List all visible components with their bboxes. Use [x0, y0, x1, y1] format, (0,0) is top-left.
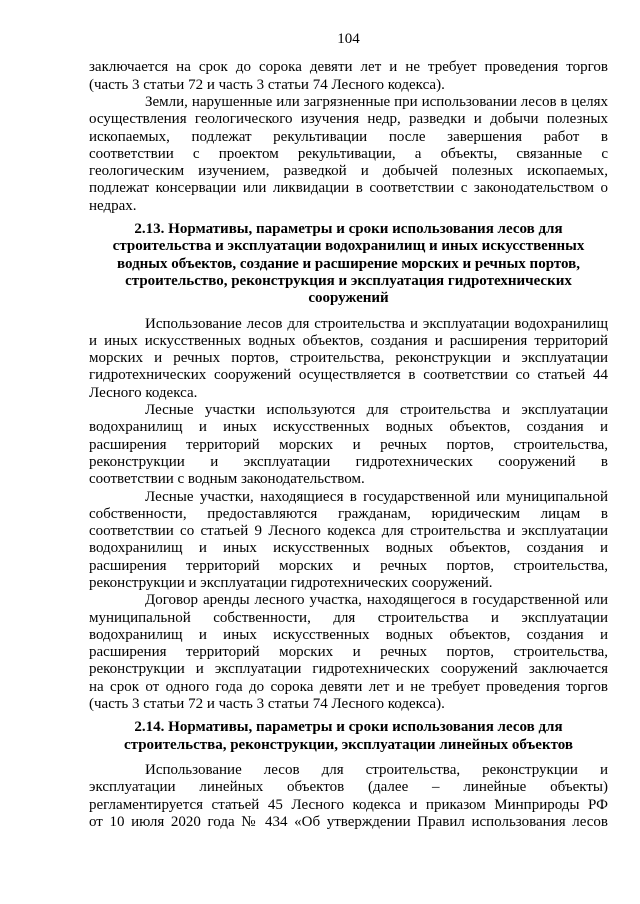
- paragraph-lease-agreement: [89, 592, 608, 713]
- text-line: водохранилищ и иных искусственных водных объектов, создания и: [89, 419, 608, 436]
- text-line: соответствии с водным законодательством.: [89, 471, 365, 488]
- text-line: соответствии со статьей 9 Лесного кодекса для строительства и эксплуатации: [89, 523, 608, 540]
- paragraph-water-legislation: [89, 402, 608, 488]
- text-line: регламентируется статьей 45 Лесного кодекса и приказом Минприроды РФ: [89, 796, 608, 813]
- paragraph-lease-term-continuation: [89, 59, 608, 94]
- text-line: муниципальной собственности, для строительства и эксплуатации: [89, 609, 608, 626]
- text-line: и иных искусственных водных объектов, создания и расширения территорий: [89, 332, 608, 349]
- text-line: от 10 июля 2020 года № 434 «Об утверждении Правил использования лесов: [89, 813, 608, 830]
- text-line: 2.14. Нормативы, параметры и сроки использования лесов для: [134, 719, 563, 736]
- text-line: (часть 3 статьи 72 и часть 3 статьи 74 Лесного кодекса).: [89, 76, 445, 93]
- text-line: Лесного кодекса.: [89, 384, 198, 401]
- text-line: геологическим изучением, разведкой и добычей полезных ископаемых,: [89, 163, 608, 180]
- text-line: расширения территорий морских и речных портов, строительства,: [89, 644, 608, 661]
- text-line: сооружений: [308, 290, 389, 307]
- text-line: реконструкции и эксплуатации гидротехнических сооружений.: [89, 575, 493, 591]
- text-line: Договор аренды лесного участка, находящегося в государственной или: [145, 592, 608, 609]
- text-line: водных объектов, создание и расширение морских и речных портов,: [117, 255, 580, 272]
- text-line: расширения территорий морских и речных портов, строительства,: [89, 436, 608, 453]
- paragraph-linear-objects: [89, 762, 608, 831]
- text-line: строительства, реконструкции, эксплуатации линейных объектов: [124, 736, 573, 753]
- text-line: соответствии с проектом рекультивации, а объекты, связанные с: [89, 145, 608, 162]
- text-line: реконструкции и эксплуатации гидротехнических сооружений заключается: [89, 661, 608, 678]
- text-line: подлежат консервации или ликвидации в соответствии с законодательством о: [89, 180, 608, 197]
- text-line: строительства и эксплуатации водохранилищ и иных искусственных: [112, 238, 585, 255]
- document-body: [89, 59, 608, 831]
- text-line: водохранилищ и иных искусственных водных объектов, создания и: [89, 540, 608, 557]
- paragraph-land-reclamation: [89, 94, 608, 215]
- text-line: расширения территорий морских и речных портов, строительства,: [89, 557, 608, 574]
- text-line: Использование лесов для строительства, реконструкции и: [145, 761, 608, 778]
- text-line: Земли, нарушенные или загрязненные при использовании лесов в целях: [145, 93, 608, 110]
- section-heading-2-13: [89, 221, 608, 307]
- text-line: Использование лесов для строительства и эксплуатации водохранилищ: [145, 315, 608, 332]
- text-line: осуществления геологического изучения недр, разведки и добычи полезных: [89, 111, 608, 128]
- text-line: собственности, предоставляются гражданам, юридическим лицам в: [89, 505, 608, 522]
- text-line: морских и речных портов, строительства, реконструкции и эксплуатации: [89, 350, 608, 367]
- text-line: недрах.: [89, 197, 137, 214]
- text-line: реконструкции и эксплуатации гидротехнических сооружений в: [89, 453, 608, 470]
- text-line: эксплуатации линейных объектов (далее – линейные объекты): [89, 779, 608, 796]
- text-line: 2.13. Нормативы, параметры и сроки использования лесов для: [134, 221, 563, 238]
- text-line: строительство, реконструкция и эксплуатация гидротехнических: [125, 272, 572, 289]
- page-number: 104: [337, 31, 360, 47]
- paragraph-plots-provision: [89, 489, 608, 593]
- text-line: ископаемых, подлежат рекультивации после завершения работ в: [89, 128, 608, 145]
- text-line: водохранилищ и иных искусственных водных объектов, создания и: [89, 626, 608, 643]
- text-line: на срок от одного года до сорока девяти лет и не требует проведения торгов: [89, 678, 608, 695]
- text-line: Лесные участки используются для строительства и эксплуатации: [145, 402, 608, 419]
- text-line: (часть 3 статьи 72 и часть 3 статьи 74 Лесного кодекса).: [89, 696, 445, 713]
- text-line: Лесные участки, находящиеся в государственной или муниципальной: [145, 488, 608, 505]
- text-line: заключается на срок до сорока девяти лет и не требует проведения торгов: [89, 59, 608, 76]
- paragraph-forest-use-article-44: [89, 316, 608, 402]
- text-line: гидротехнических сооружений осуществляется в соответствии со статьей 44: [89, 367, 608, 384]
- section-heading-2-14: [89, 719, 608, 754]
